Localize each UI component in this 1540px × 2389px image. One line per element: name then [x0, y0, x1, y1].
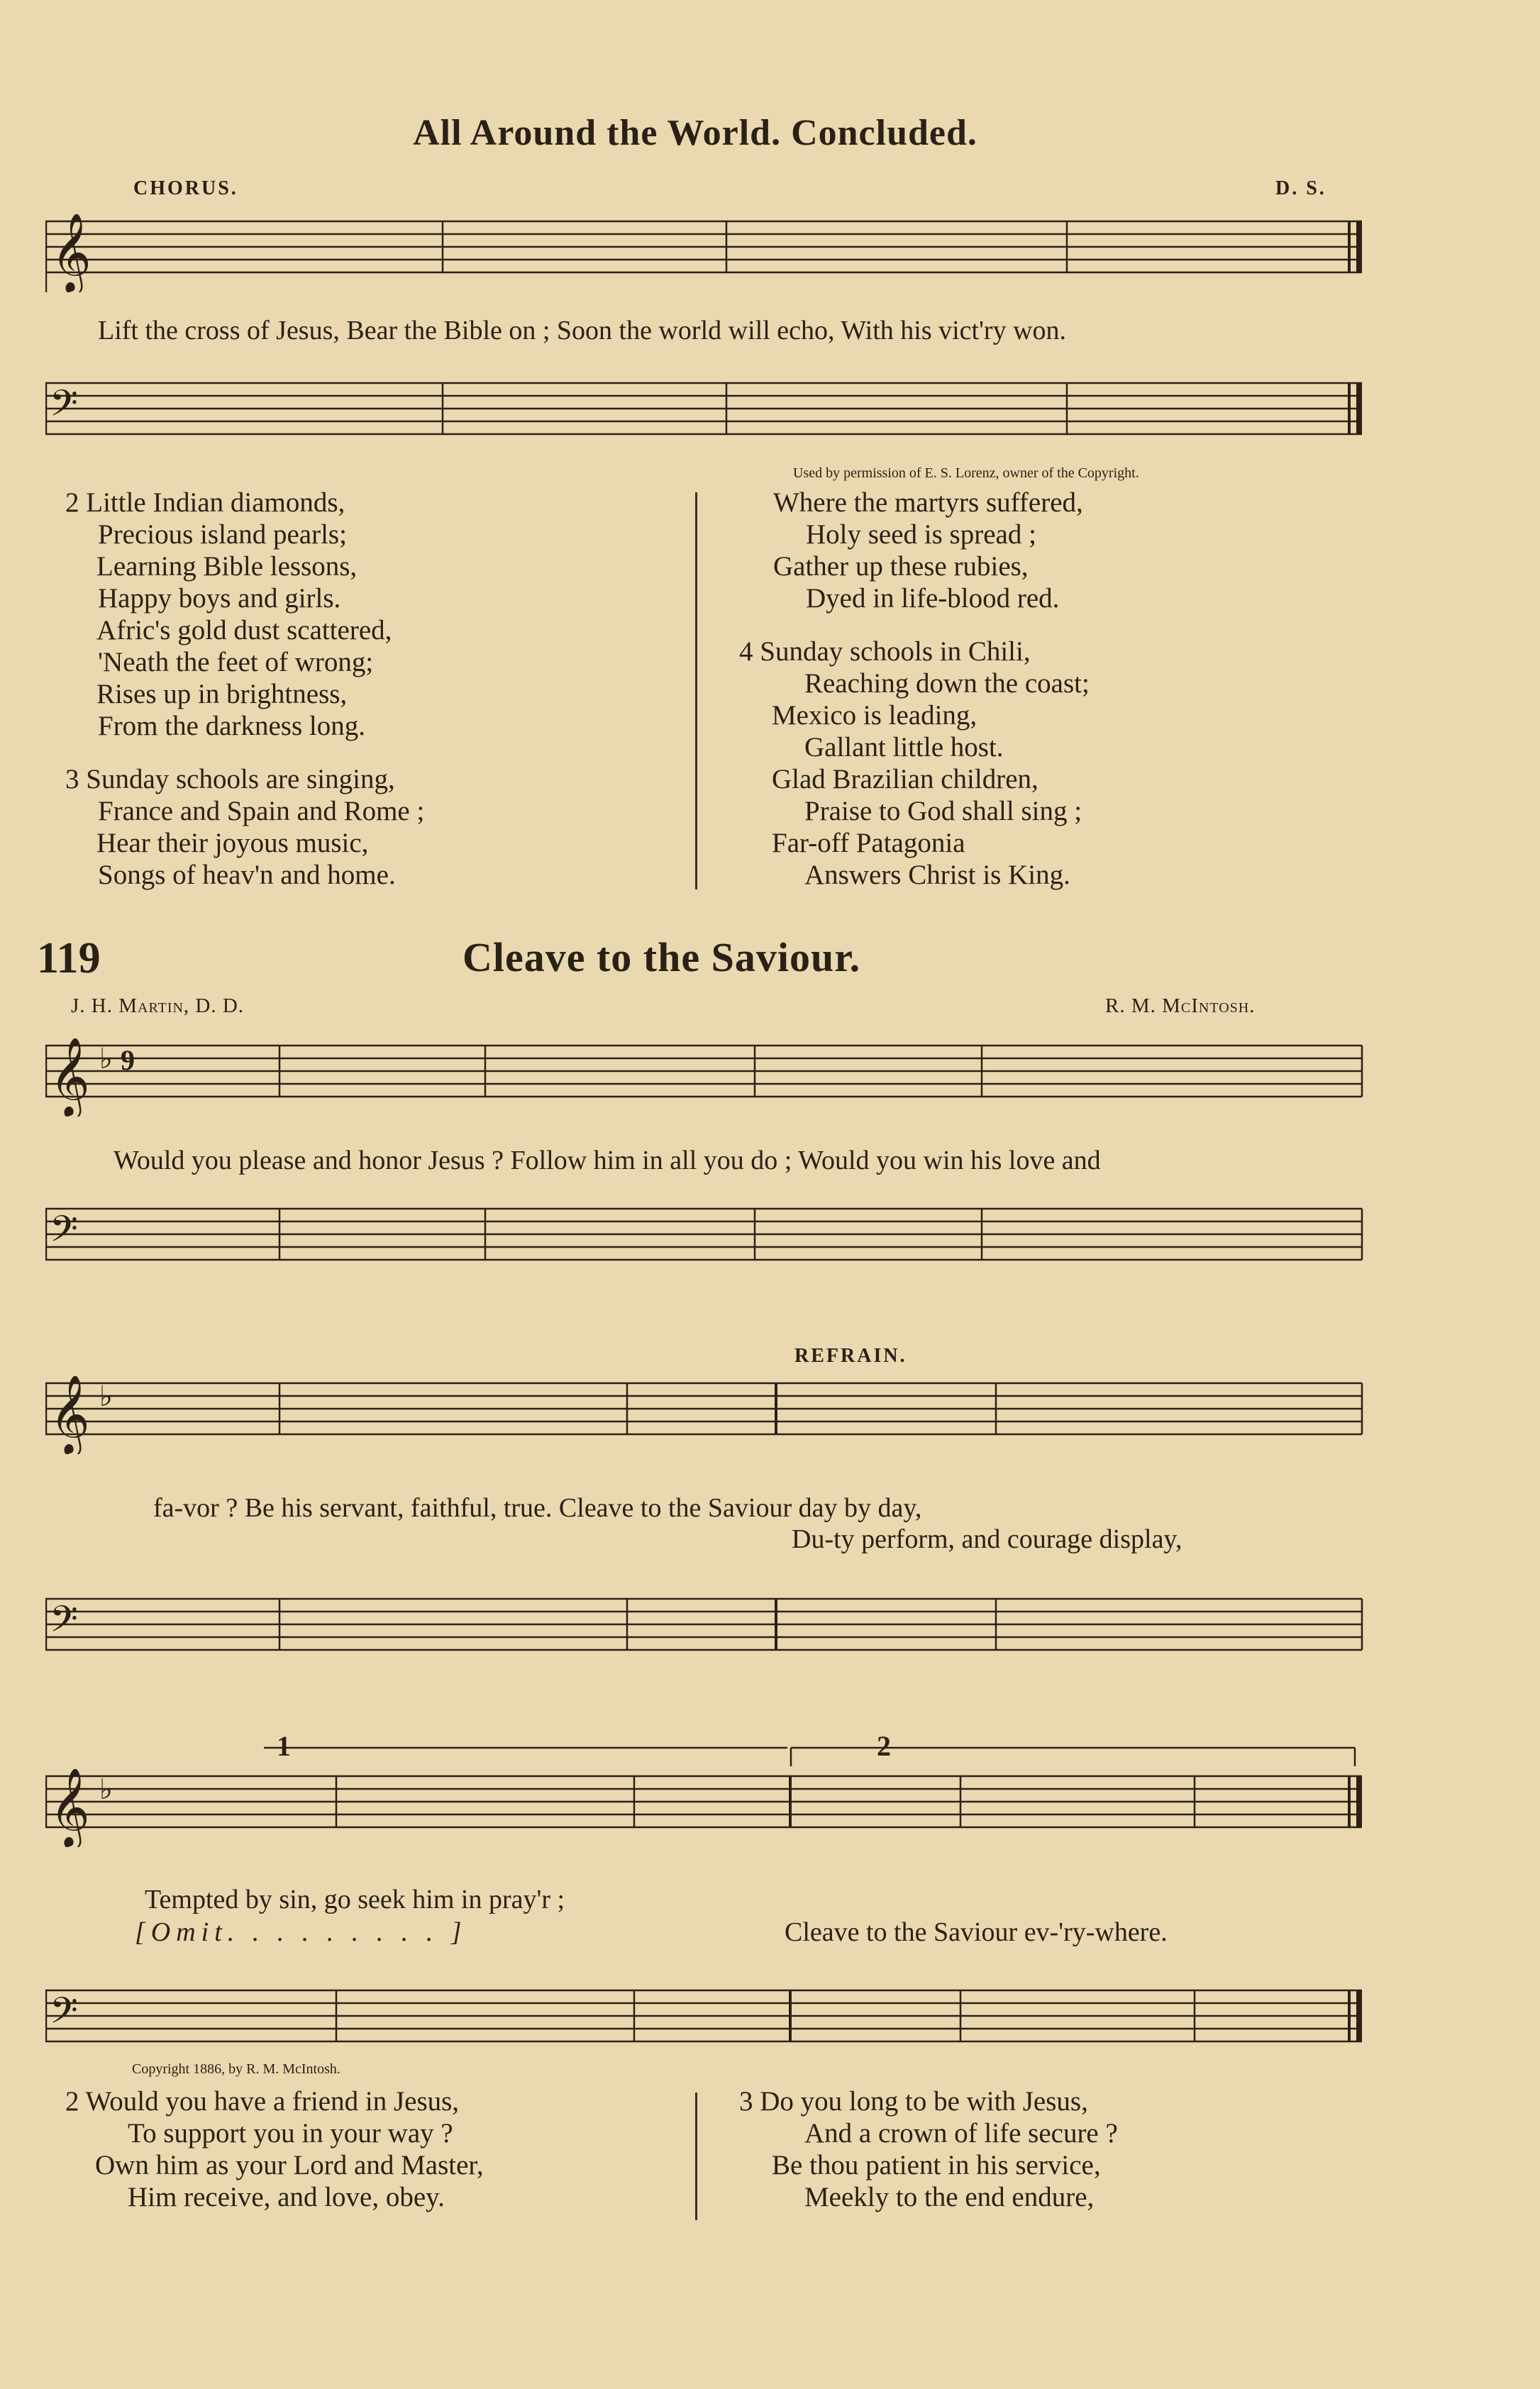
system-1-treble-staff [45, 1038, 1365, 1116]
verse-line: To support you in your way ? [128, 2118, 453, 2149]
bass-clef-icon: 𝄢 [50, 1992, 78, 2040]
verse-line: Be thou patient in his service, [772, 2150, 1101, 2180]
bass-clef-icon: 𝄢 [50, 1210, 78, 1258]
bass-clef-icon: 𝄢 [50, 384, 78, 433]
lyric-line-1: Would you please and honor Jesus ? Follow him in all you do ; Would you win his love and [113, 1146, 1101, 1175]
chorus-treble-staff [45, 214, 1365, 292]
verse-line: 2 Little Indian diamonds, [65, 487, 345, 518]
verse-3-top [65, 763, 424, 891]
system-3-bass-staff [45, 1983, 1365, 2061]
hymn-number: 119 [37, 934, 101, 982]
page-title: All Around the World. Concluded. [413, 113, 977, 153]
verse-line: 'Neath the feet of wrong; [98, 647, 374, 677]
bass-clef-icon: 𝄢 [50, 1600, 78, 1648]
verse-line: Gather up these rubies, [773, 551, 1029, 582]
verse-line: 2 Would you have a friend in Jesus, [65, 2086, 460, 2117]
composer: R. M. McIntosh. [1105, 994, 1256, 1017]
hymn-verse-3 [739, 2085, 1118, 2213]
copyright-note: Copyright 1886, by R. M. McIntosh. [132, 2061, 340, 2077]
verse-line: From the darkness long. [98, 711, 365, 741]
ds-label: D. S. [1275, 177, 1326, 199]
lyric-line-4-omit: [Omit. . . . . . . . . ] [135, 1917, 467, 1947]
verse-line: Songs of heav'n and home. [98, 860, 396, 890]
flat-sign-icon: ♭ [99, 1773, 113, 1805]
ending-2-label: 2 [877, 1730, 891, 1762]
lyric-line-2b: Du-ty perform, and courage display, [792, 1524, 1182, 1554]
verse-line: Him receive, and love, obey. [128, 2182, 445, 2212]
lyric-line-4: Cleave to the Saviour ev-'ry-where. [785, 1917, 1168, 1947]
column-divider [695, 2093, 697, 2220]
verse-line: Holy seed is spread ; [806, 519, 1036, 550]
verse-2-cont [773, 487, 1083, 614]
treble-clef-icon: 𝄞 [50, 1769, 90, 1845]
lyric-line-3: Tempted by sin, go seek him in pray'r ; [145, 1885, 565, 1914]
verse-line: And a crown of life secure ? [804, 2118, 1118, 2149]
column-divider [695, 492, 697, 889]
ending-1-label: 1 [277, 1730, 291, 1762]
verse-line: Afric's gold dust scattered, [96, 615, 392, 645]
verse-line: Praise to God shall sing ; [804, 796, 1082, 826]
verse-line: 3 Sunday schools are singing, [65, 764, 395, 794]
chorus-lyric: Lift the cross of Jesus, Bear the Bible on ; Soon the world will echo, With his vict'ry won. [98, 316, 1067, 345]
verse-line: Where the martyrs suffered, [773, 487, 1083, 518]
verse-line: Meekly to the end endure, [804, 2182, 1095, 2212]
verse-line: Own him as your Lord and Master, [95, 2150, 484, 2180]
flat-sign-icon: ♭ [99, 1043, 113, 1075]
verse-line: Happy boys and girls. [98, 583, 341, 614]
system-3-treble-staff [45, 1769, 1365, 1847]
verse-line: Answers Christ is King. [804, 860, 1070, 890]
verse-line: Far-off Patagonia [772, 828, 965, 858]
hymn-verse-2 [65, 2085, 484, 2213]
time-signature-9-8-icon: 9 [121, 1044, 135, 1076]
verse-line: Learning Bible lessons, [96, 551, 358, 582]
hymn-title: Cleave to the Saviour. [462, 934, 861, 980]
verse-line: Precious island pearls; [98, 519, 347, 550]
verse-line: Mexico is leading, [772, 700, 977, 731]
verse-line: Gallant little host. [804, 732, 1004, 763]
refrain-label: REFRAIN. [794, 1345, 907, 1367]
chorus-label: CHORUS. [133, 177, 238, 199]
verse-2-top [65, 487, 392, 742]
lyric-line-2: fa-vor ? Be his servant, faithful, true. Cleave to the Saviour day by day, [153, 1493, 922, 1523]
verse-line: 4 Sunday schools in Chili, [739, 636, 1031, 667]
verse-4-top [739, 636, 1090, 891]
verse-line: Reaching down the coast; [804, 668, 1090, 699]
verse-line: Dyed in life-blood red. [806, 583, 1060, 614]
system-2-treble-staff [45, 1376, 1365, 1454]
system-2-bass-staff [45, 1592, 1365, 1670]
treble-clef-icon: 𝄞 [50, 1376, 90, 1452]
verse-line: Glad Brazilian children, [772, 764, 1038, 794]
treble-clef-icon: 𝄞 [50, 1038, 90, 1114]
treble-clef-icon: 𝄞 [51, 214, 92, 290]
verse-line: France and Spain and Rome ; [98, 796, 425, 826]
flat-sign-icon: ♭ [99, 1380, 113, 1412]
verse-line: Rises up in brightness, [96, 679, 348, 709]
volta-brackets [262, 1746, 1369, 1768]
chorus-bass-staff [45, 376, 1365, 454]
verse-line: 3 Do you long to be with Jesus, [739, 2086, 1088, 2117]
verse-line: Hear their joyous music, [96, 828, 369, 858]
permission-note: Used by permission of E. S. Lorenz, owner of the Copyright. [793, 465, 1139, 481]
system-1-bass-staff [45, 1202, 1365, 1280]
author: J. H. Martin, D. D. [71, 994, 245, 1017]
